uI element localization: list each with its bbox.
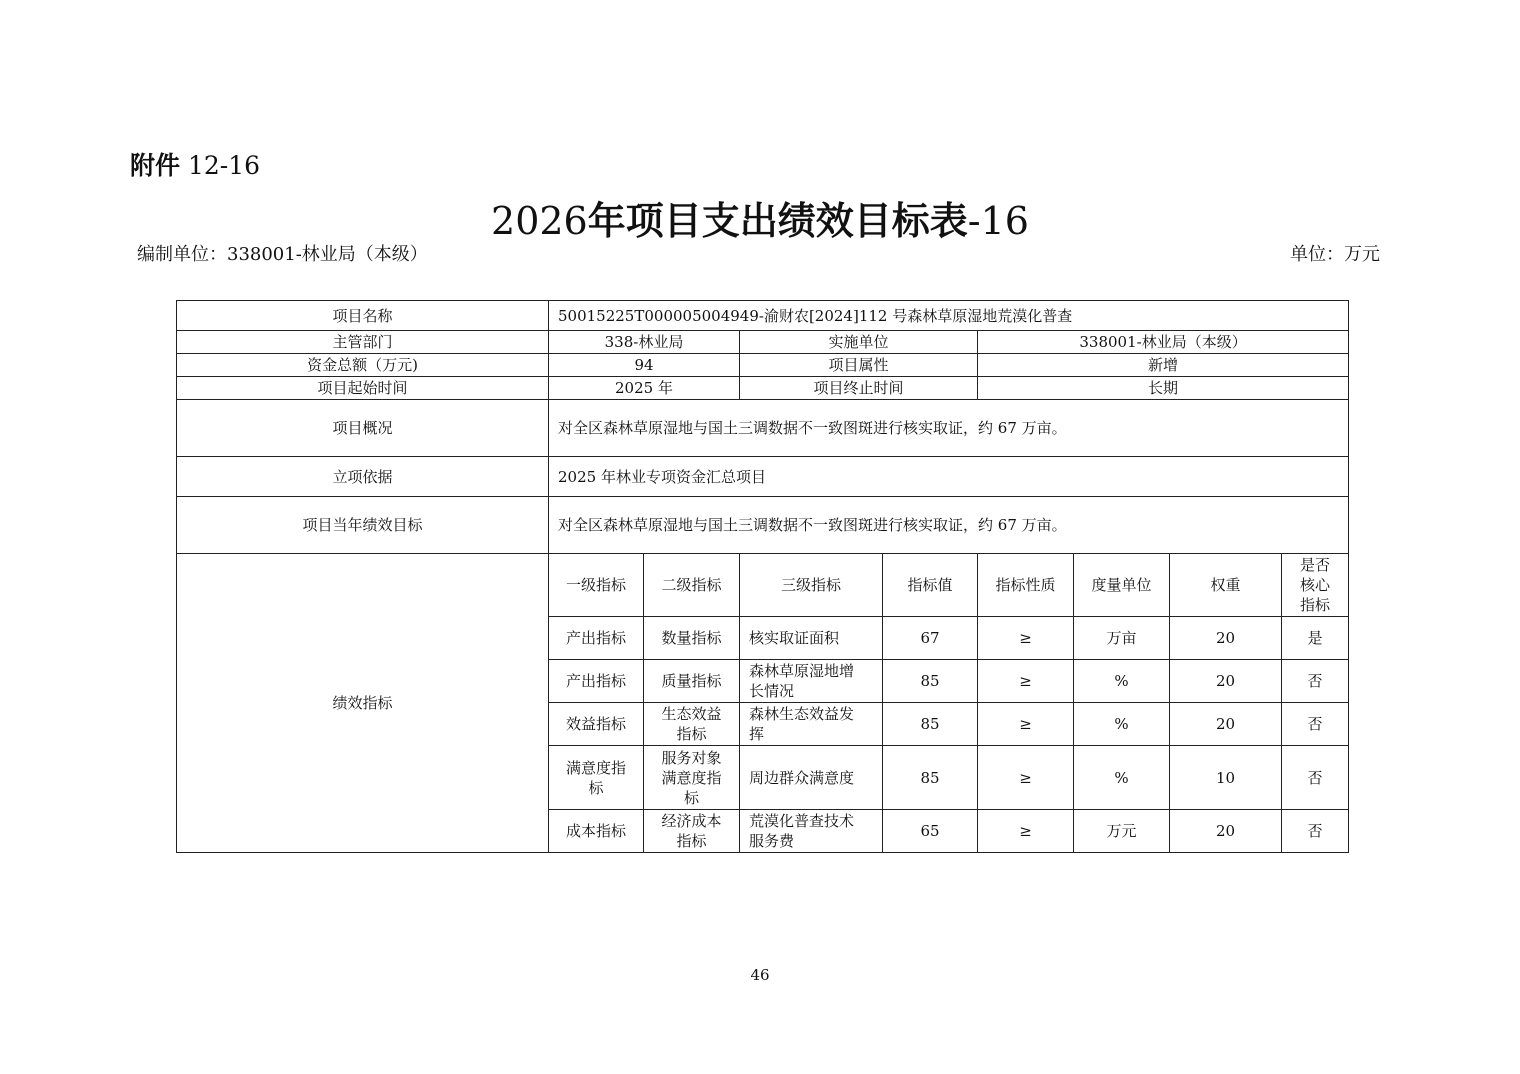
row-project-name xyxy=(177,301,1349,331)
cell: 万元 xyxy=(1074,810,1170,853)
cell: ≥ xyxy=(978,810,1074,853)
cell: 经济成本 指标 xyxy=(644,810,740,853)
title-year: 2026 xyxy=(491,199,588,243)
header-cell: 指标性质 xyxy=(978,554,1074,617)
title-suffix: -16 xyxy=(967,199,1029,243)
cell: ≥ xyxy=(978,746,1074,810)
cell: 否 xyxy=(1282,810,1349,853)
cell: 85 xyxy=(883,746,978,810)
currency-unit: 单位：万元 xyxy=(1290,244,1380,265)
page-title xyxy=(0,190,1520,245)
cell: 荒漠化普查技术 服务费 xyxy=(740,810,883,853)
cell: 85 xyxy=(883,703,978,746)
cell: 否 xyxy=(1282,703,1349,746)
cell: 是 xyxy=(1282,617,1349,660)
end-value: 长期 xyxy=(978,377,1349,400)
cell: 20 xyxy=(1170,660,1282,703)
header-cell: 三级指标 xyxy=(740,554,883,617)
cell: % xyxy=(1074,660,1170,703)
attr-label: 项目属性 xyxy=(740,354,978,377)
header-cell: 权重 xyxy=(1170,554,1282,617)
cell: 森林生态效益发 挥 xyxy=(740,703,883,746)
cell: 20 xyxy=(1170,617,1282,660)
performance-table xyxy=(176,300,1349,853)
impl-label: 实施单位 xyxy=(740,331,978,354)
title-main: 年项目支出绩效目标表 xyxy=(587,199,968,243)
basis-value: 2025 年林业专项资金汇总项目 xyxy=(549,457,1349,497)
header-cell: 一级指标 xyxy=(549,554,644,617)
cell: 周边群众满意度 xyxy=(740,746,883,810)
attr-value: 新增 xyxy=(978,354,1349,377)
row-time xyxy=(177,377,1349,400)
cell: 森林草原湿地增 长情况 xyxy=(740,660,883,703)
start-value: 2025 年 xyxy=(549,377,740,400)
indicators-label: 绩效指标 xyxy=(177,554,549,853)
dept-label: 主管部门 xyxy=(177,331,549,354)
cell: 成本指标 xyxy=(549,810,644,853)
cell: 效益指标 xyxy=(549,703,644,746)
overview-value: 对全区森林草原湿地与国土三调数据不一致图斑进行核实取证，约 67 万亩。 xyxy=(549,400,1349,457)
cell: 产出指标 xyxy=(549,660,644,703)
cell: % xyxy=(1074,703,1170,746)
cell: 万亩 xyxy=(1074,617,1170,660)
fund-value: 94 xyxy=(549,354,740,377)
target-label: 项目当年绩效目标 xyxy=(177,497,549,554)
cell: ≥ xyxy=(978,660,1074,703)
cell: 核实取证面积 xyxy=(740,617,883,660)
cell: % xyxy=(1074,746,1170,810)
row-dept xyxy=(177,331,1349,354)
cell: 67 xyxy=(883,617,978,660)
cell: ≥ xyxy=(978,617,1074,660)
cell: ≥ xyxy=(978,703,1074,746)
cell: 20 xyxy=(1170,703,1282,746)
basis-label: 立项依据 xyxy=(177,457,549,497)
row-overview xyxy=(177,400,1349,457)
cell: 否 xyxy=(1282,746,1349,810)
cell: 10 xyxy=(1170,746,1282,810)
cell: 65 xyxy=(883,810,978,853)
header-cell: 二级指标 xyxy=(644,554,740,617)
row-fund xyxy=(177,354,1349,377)
row-target xyxy=(177,497,1349,554)
header-cell: 度量单位 xyxy=(1074,554,1170,617)
indicator-header-row xyxy=(177,554,1349,617)
start-label: 项目起始时间 xyxy=(177,377,549,400)
cell: 20 xyxy=(1170,810,1282,853)
fund-label: 资金总额（万元) xyxy=(177,354,549,377)
dept-value: 338-林业局 xyxy=(549,331,740,354)
project-name-label: 项目名称 xyxy=(177,301,549,331)
cell: 服务对象 满意度指 标 xyxy=(644,746,740,810)
header-cell: 是否 核心 指标 xyxy=(1282,554,1349,617)
target-value: 对全区森林草原湿地与国土三调数据不一致图斑进行核实取证，约 67 万亩。 xyxy=(549,497,1349,554)
end-label: 项目终止时间 xyxy=(740,377,978,400)
header-cell: 指标值 xyxy=(883,554,978,617)
cell: 否 xyxy=(1282,660,1349,703)
compiler-unit: 编制单位：338001-林业局（本级） xyxy=(137,244,428,265)
cell: 85 xyxy=(883,660,978,703)
impl-value: 338001-林业局（本级） xyxy=(978,331,1349,354)
cell: 产出指标 xyxy=(549,617,644,660)
attachment-label-text: 附件 xyxy=(130,151,181,180)
page-number: 46 xyxy=(750,966,770,984)
attachment-label xyxy=(130,146,260,182)
row-basis xyxy=(177,457,1349,497)
project-name-value: 50015225T000005004949-渝财农[2024]112 号森林草原湿地荒漠化普查 xyxy=(549,301,1349,331)
overview-label: 项目概况 xyxy=(177,400,549,457)
cell: 数量指标 xyxy=(644,617,740,660)
cell: 生态效益 指标 xyxy=(644,703,740,746)
attachment-number: 12-16 xyxy=(187,151,261,180)
cell: 满意度指 标 xyxy=(549,746,644,810)
cell: 质量指标 xyxy=(644,660,740,703)
